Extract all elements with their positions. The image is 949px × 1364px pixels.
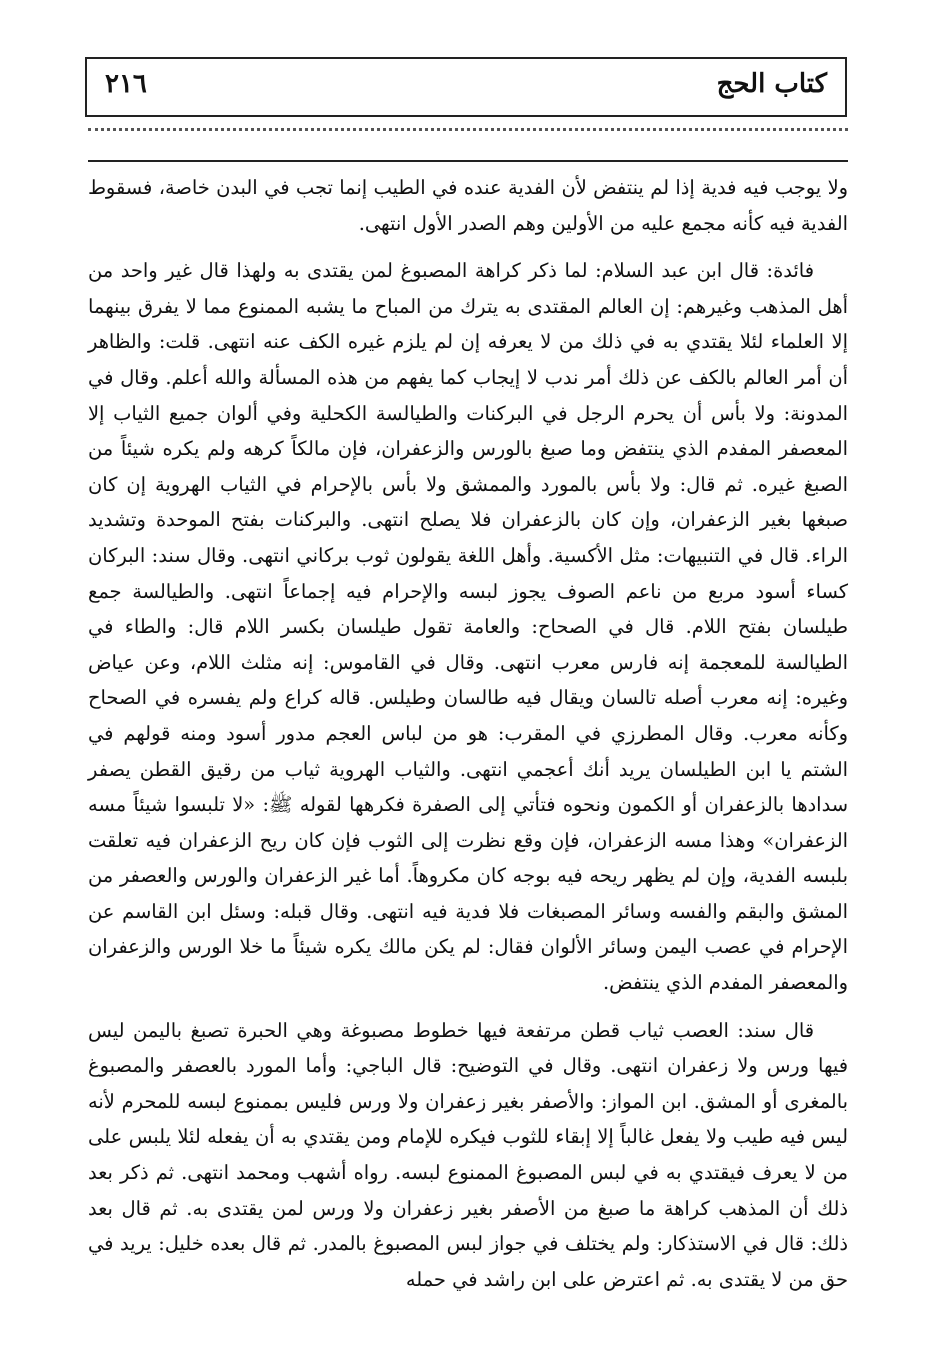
page-body xyxy=(88,170,848,1297)
page-number: ٢١٦ xyxy=(105,69,147,99)
paragraph-3: قال سند: العصب ثياب قطن مرتفعة فيها خطوط مصبوغة وهي الحبرة تصبغ باليمن ليس فيها ورس ولا زعفران انتهى. وقال في التوضيح: قال الباجي: وأما المورد بالعصفر والمصبوغ بالمغرى أو المشق. ابن المواز: والأصفر بغير زعفران ولا ورس فليس بممنوع لبسه للمحرم لأنه ليس فيه طيب ولا يفعل غالباً إلا إبقاء للثوب فيكره للإمام ومن يقتدي به أن يفعله لئلا يلبس على من لا يعرف فيقتدي به في لبس المصبوغ الممنوع لبسه. رواه أشهب ومحمد انتهى. ثم ذكر بعد ذلك أن المذهب كراهة ما صبغ من الأصفر بغير زعفران ولا ورس لمن يقتدى به. ثم قال بعد ذلك: قال في الاستذكار: ولم يختلف في جواز لبس المصبوغ بالمدر. ثم قال بعده خليل: يريد في حق من لا يقتدى به. ثم اعترض على ابن راشد في حمله xyxy=(88,1018,848,1291)
paragraph-1: ولا يوجب فيه فدية إذا لم ينتفض لأن الفدية عنده في الطيب إنما تجب في البدن خاصة، فسقوط الفدية فيه كأنه مجمع عليه من الأولين وهم الصدر الأول انتهى. xyxy=(88,176,848,235)
header-rule xyxy=(88,160,848,162)
page-header xyxy=(85,57,847,117)
chapter-title: كتاب الحج xyxy=(716,69,827,99)
paragraph-2: فائدة: قال ابن عبد السلام: لما ذكر كراهة المصبوغ لمن يقتدى به ولهذا قال غير واحد من أهل المذهب وغيرهم: إن العالم المقتدى به يترك من المباح ما يشبه الممنوع مما لا يفرق بينهما إلا العلماء لئلا يقتدي به في ذلك من لا يعرفه إن لم يلزم غيره الكف عنه انتهى. قلت: والظاهر أن أمر العالم بالكف عن ذلك أمر ندب لا إيجاب كما يفهم من هذه المسألة والله أعلم. وقال في المدونة: ولا بأس أن يحرم الرجل في البركنات والطيالسة الكحلية وفي ألوان جميع الثياب إلا المعصفر المفدم الذي ينتفض وما صبغ بالورس والزعفران، فإن مالكاً كرهه ولم يكره شيئاً من الصبغ غيره. ثم قال: ولا بأس بالمورد والممشق ولا بأس بالإحرام في الثياب الهروية إن كان صبغها بغير الزعفران، وإن كان بالزعفران فلا يصلح انتهى. والبركنات بفتح الموحدة وتشديد الراء. قال في التنبيهات: مثل الأكسية. وأهل اللغة يقولون ثوب بركاني انتهى. وقال سند: البركان كساء أسود مربع من ناعم الصوف يجوز لبسه والإحرام فيه إجماعاً انتهى. والطيالسة جمع طيلسان بفتح اللام. قال في الصحاح: والعامة تقول طيلسان بكسر اللام قال: والطاء في الطيالسة للمعجمة إنه فارس معرب انتهى. وقال في القاموس: إنه مثلث اللام، وعن عياض وغيره: إنه معرب أصله تالسان ويقال فيه طالسان وطيلس. قاله كراع ولم يفسره في الصحاح وكأنه معرب. وقال المطرزي في المقرب: هو من لباس العجم مدور أسود ومنه قولهم في الشتم يا ابن الطيلسان يريد أنك أعجمي انتهى. والثياب الهروية ثياب من رقيق القطن يصفر سدادها بالزعفران أو الكمون ونحوه فتأتي إلى الصفرة فكرهها لقوله ﷺ: «لا تلبسوا شيئاً مسه الزعفران» وهذا مسه الزعفران، فإن وقع نظرت إلى الثوب فإن كان ريح الزعفران فيه تعلقت بلبسه الفدية، وإن لم يظهر ريحه فيه بوجه كان مكروهاً. أما غير الزعفران والورس والعصفر من المشق والبقم والفسه وسائر المصبغات فلا فدية فيه انتهى. وقال قبله: وسئل ابن القاسم عن الإحرام في عصب اليمن وسائر الألوان فقال: لم يكن مالك يكره شيئاً ما خلا الورس والزعفران والمعصفر المفدم الذي ينتفض. xyxy=(88,259,848,995)
dotted-separator xyxy=(88,128,848,141)
